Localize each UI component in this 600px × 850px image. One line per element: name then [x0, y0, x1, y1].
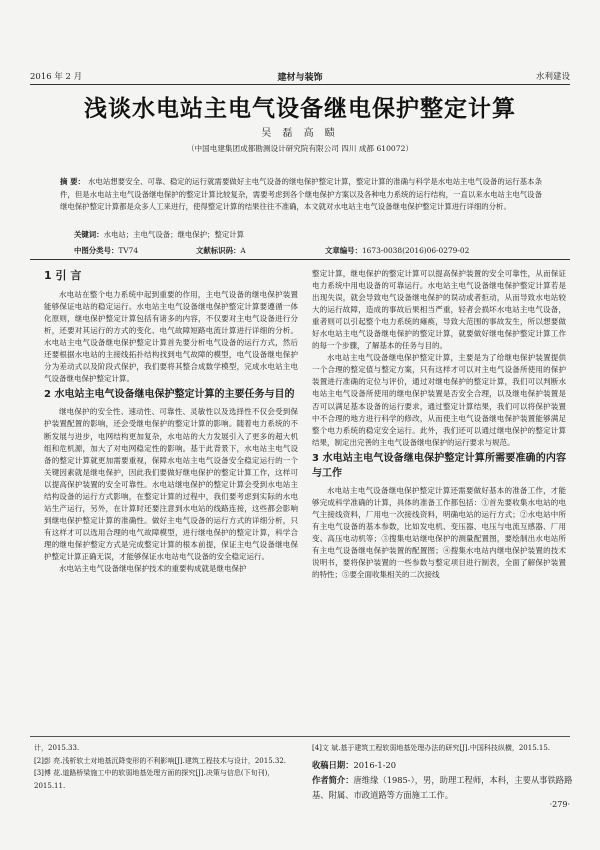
header-rule: [30, 84, 570, 85]
section-3-heading: 3 水电站主电气设备继电保护整定计算所需要准确的内容与工作: [312, 452, 566, 479]
reference-item: [3]傅 花.道路桥梁施工中的软弱地基处理方面的探究[J].决策与信息(下旬刊)，2015.11.: [34, 769, 275, 790]
header-section: 水利建设: [535, 72, 570, 82]
received-label: 收稿日期：: [312, 759, 354, 770]
references-right: [312, 742, 574, 803]
abstract: [60, 176, 542, 214]
article-authors: 吴 磊 高 赜: [261, 128, 339, 139]
keywords-text: 水电站；主电气设备；继电保护；整定计算: [103, 230, 245, 239]
document-code: [196, 245, 246, 256]
section-2-paragraph-2: 水电站主电气设备继电保护技术的重要构成就是继电保护: [59, 564, 247, 574]
received-value: 2016-1-20: [353, 759, 397, 770]
abstract-label: 摘 要：: [60, 177, 85, 186]
section-2-paragraph-1: 继电保护的安全性、速动性、可靠性、灵敏性以及选择性不仅会受到保护装置配置的影响，还会受继电保护的整定计算的影响。随着电力系统的不断发展与进步，电网结构更加复杂，水电站的大力发展引入了更多的超大机组和危机源，加大了对电网稳定性的影响。基于此背景下，水电站主电气设备的整定计算就更加需要重视，保障水电站主电气设备安全稳定运行的一个关键因素就是继电保护，因此我们要做好继电保护的整定计算工作，这样可以提高保护装置的安全可靠性。水电站继电保护的整定计算会受到水电站主结构设备的运行方式影响，在整定计算的过程中，我们要考虑到实际的水电站生产运行，另外，在计算时还要注意到水电站的线路连接，这些都会影响到继电保护整定计算的准确性。做好主电气设备的运行方式的详细分析，只有这样才可以选用合理的电气故障模型，进行继电保护的整定计算，科学合理的继电保护整定方式是完成整定计算的根本前提，保证主电气设备继电保护整定计算正确无误，才能够保证水电站电气设备的安全稳定运行。: [44, 407, 298, 561]
continued-paragraph: 整定计算，继电保护的整定计算可以提高保护装置的安全可靠性，从而保证电力系统中用电设备的可靠运行。水电站主电气设备继电保护整定计算若是出现失误，就会导致电气设备继电保护的误动或者拒动，从而导致水电站较大的运行故障，造成的事故后果相当严重，轻者会损坏水电站主电气设备，重者则可以引起整个电力系统的瘫痪，导致大范围的事故发生，所以想要做好水电站主电气设备继电保护的整定计算，就要做好继电保护整定计算工作的每一个步骤，了解基本的任务与目的。: [312, 269, 566, 351]
keywords-label: 关键词：: [74, 230, 104, 239]
abstract-text: 水电站想要安全、可靠、稳定的运行就需要做好主电气设备的继电保护整定计算，整定计算的准确与科学是水电站主电气设备的运行基本条件，但是水电站主电气设备继电保护的整定计算比较复杂，需要考虑到各个继电保护方案以及各种电力系统的运行结构，一直以来水电站主电气设备继电保护整定计算都是众多人工来进行，使得整定计算的结果往往不准确，本文就对水电站主电气设备继电保护整定计算进行详细的分析。: [60, 177, 542, 212]
article-affiliation: （中国电建集团成都勘测设计研究院有限公司 四川 成都 610072）: [186, 144, 414, 153]
received-date: [312, 758, 574, 773]
body-column-right: [312, 268, 566, 581]
article-title: 浅谈水电站主电气设备继电保护整定计算: [84, 96, 516, 122]
header-journal-date: 2016 年 2 月: [30, 72, 83, 82]
section-2-heading: 2 水电站主电气设备继电保护整定计算的主要任务与目的: [44, 389, 295, 401]
body-column-left: [44, 268, 298, 575]
keywords: [74, 229, 244, 240]
clc-value: TV74: [118, 246, 139, 255]
reference-item: [4]文 斌.基于建筑工程软弱地基处理办法的研究[J].中国科技纵横，2015.15.: [312, 744, 551, 752]
header-journal-name: 建材与装饰: [277, 73, 323, 83]
references-rule: [30, 736, 570, 737]
section-1-paragraph: 水电站在整个电力系统中起到重要的作用，主电气设备的继电保护装置能够保证电站的稳定运行。水电站主电气设备继电保护整定计算要遵循一体化原则，继电保护整定计算包括有诸多的内容，不仅要对主电气设备进行分析，还要对其运行的方式的变化、电气故障短路电流计算进行详细的分析。水电站主电气设备继电保护整定计算首先要分析电气设备的运行方式，然后还要根据水电站的主接线拓扑结构找到电气故障的模型，电气设备继电保护分为差动式以及阶段式保护，我们要将其整合成数学模型，完成水电站主电气设备继电保护整定计算。: [44, 290, 298, 384]
author-bio-text: 唐维缘（1985-），男，助理工程师，本科，主要从事铁路路基、附属、市政道路等方面施工工作。: [312, 774, 573, 800]
section-2-paragraph-3: 水电站主电气设备继电保护整定计算，主要是为了给继电保护装置提供一个合理的整定值与整定方案，只有这样才可以对主电气设备所使用的保护装置进行准确的定位与评价，通过对继电保护的整定计算，我们可以判断水电站主电气设备所使用的继电保护装置是否安全合理，以及继电保护装置是否可以满足基本设备的运行要求，通过整定计算结果，我们可以将保护装置中不合理的地方进行科学的修改，从而使主电气设备继电保护装置能够满足整个电力系统的稳定安全运行。此外，我们还可以通过继电保护的整定计算结果，制定出完善的主电气设备继电保护的运行要求与规范。: [312, 353, 566, 447]
clc-label: 中图分类号：: [74, 246, 119, 255]
reference-item: [2]彭 亮.浅析软土对地基沉降变形的不利影响[J].建筑工程技术与设计，2015.32.: [34, 756, 287, 765]
section-3-paragraph: 水电站主电气设备继电保护整定计算还需要做好基本的准备工作，才能够完成科学准确的计算，具体的准备工作都包括：①首先要收集水电站的电气主接线资料，厂用电一次接线资料，明确电站的运行方式；②水电站中所有主电气设备的基本参数，比如发电机、变压器、电压与电流互感器、厂用变、高压电动机等；③搜集电站继电保护的测量配置图，要绘制出水电站所有主电气设备继电保护装置的配置图；④搜集水电站内继电保护装置的技术说明书，要将保护装置的一些参数与整定项目进行制表，全面了解保护装置的特性；⑤要全面收集相关的二次接线: [312, 485, 566, 580]
article-number-value: 1673-0038(2016)06-0279-02: [361, 246, 470, 255]
author-bio: [312, 773, 574, 803]
doc-code-value: A: [240, 246, 246, 255]
doc-code-label: 文献标识码：: [196, 246, 241, 255]
author-bio-label: 作者简介：: [312, 774, 354, 785]
abstract-rule: [30, 259, 570, 260]
page-number: ·279·: [549, 800, 570, 809]
article-number: [325, 245, 469, 256]
reference-item: 计，2015.33.: [34, 744, 80, 752]
section-1-heading: 1 引 言: [44, 269, 82, 282]
references-left: [34, 742, 296, 792]
clc-number: [74, 245, 138, 256]
article-number-label: 文章编号：: [325, 246, 362, 255]
